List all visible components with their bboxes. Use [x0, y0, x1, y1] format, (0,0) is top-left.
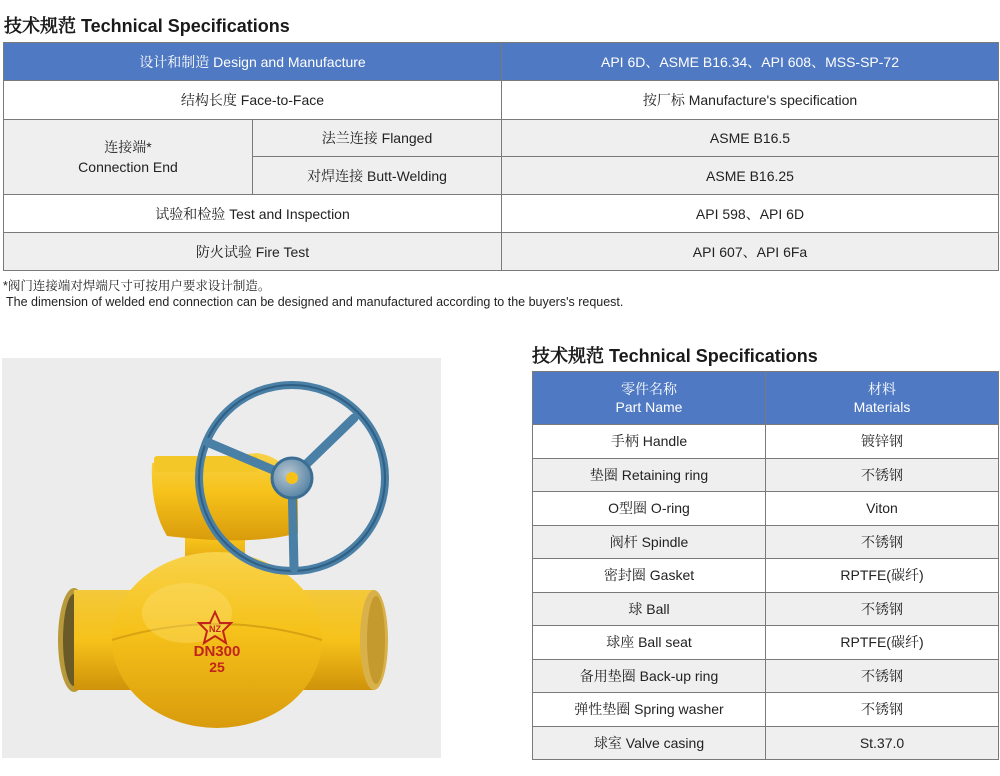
fire-test-value: API 607、API 6Fa: [502, 233, 999, 271]
table-row: [533, 693, 999, 727]
table-row: [4, 120, 999, 157]
table-row: [533, 592, 999, 626]
table-row: [4, 81, 999, 120]
part-name-cell: 阀杆 Spindle: [533, 525, 766, 559]
table-row: [533, 525, 999, 559]
section1-title: 技术规范 Technical Specifications: [4, 16, 290, 36]
material-cell: 镀锌钢: [766, 425, 999, 459]
materials-header-en: Materials: [853, 399, 911, 415]
table-row: [533, 659, 999, 693]
part-name-cell: 球 Ball: [533, 592, 766, 626]
material-cell: RPTFE(碳纤): [766, 559, 999, 593]
logo-text: NZ: [209, 624, 221, 634]
connection-end-label-cn: 连接端*: [104, 139, 152, 155]
material-cell: 不锈钢: [766, 525, 999, 559]
material-cell: Viton: [766, 492, 999, 526]
note-cn: *阀门连接端对焊端尺寸可按用户要求设计制造。: [3, 279, 271, 293]
fire-test-label: 防火试验 Fire Test: [4, 233, 502, 271]
part-name-cell: 球座 Ball seat: [533, 626, 766, 660]
table-row: [533, 458, 999, 492]
design-spec-table: [3, 42, 999, 271]
design-spec-header-row: [4, 43, 999, 81]
table-row: [4, 233, 999, 271]
flanged-value: ASME B16.5: [502, 120, 999, 157]
material-cell: RPTFE(碳纤): [766, 626, 999, 660]
connection-end-label-en: Connection End: [78, 159, 178, 175]
section2-title: 技术规范 Technical Specifications: [532, 346, 818, 366]
part-name-cell: 备用垫圈 Back-up ring: [533, 659, 766, 693]
note-en: The dimension of welded end connection can be designed and manufactured according to the buyers's request.: [6, 295, 624, 309]
material-cell: St.37.0: [766, 726, 999, 760]
part-name-cell: 球室 Valve casing: [533, 726, 766, 760]
table-row: [533, 559, 999, 593]
valve-body: [112, 552, 322, 728]
table-row: [533, 726, 999, 760]
materials-table: [532, 371, 999, 760]
part-name-cell: 手柄 Handle: [533, 425, 766, 459]
connection-end-label: [4, 120, 253, 195]
part-name-cell: 密封圈 Gasket: [533, 559, 766, 593]
part-name-cell: 弹性垫圈 Spring washer: [533, 693, 766, 727]
table-row: [533, 626, 999, 660]
pressure-marking: 25: [209, 659, 225, 675]
table-row: [4, 195, 999, 233]
part-name-header: [533, 372, 766, 425]
table-row: [533, 425, 999, 459]
material-cell: 不锈钢: [766, 458, 999, 492]
face-to-face-label: 结构长度 Face-to-Face: [4, 81, 502, 120]
test-inspection-value: API 598、API 6D: [502, 195, 999, 233]
part-name-cell: 垫圈 Retaining ring: [533, 458, 766, 492]
materials-header-row: [533, 372, 999, 425]
materials-header: [766, 372, 999, 425]
face-to-face-value: 按厂标 Manufacture's specification: [502, 81, 999, 120]
material-cell: 不锈钢: [766, 592, 999, 626]
test-inspection-label: 试验和检验 Test and Inspection: [4, 195, 502, 233]
ball-valve-photo: [2, 358, 441, 758]
part-name-cell: O型圈 O-ring: [533, 492, 766, 526]
table-row: [533, 492, 999, 526]
butt-welding-value: ASME B16.25: [502, 157, 999, 195]
size-marking: DN300: [193, 643, 241, 660]
flanged-label: 法兰连接 Flanged: [253, 120, 502, 157]
design-manufacture-value: API 6D、ASME B16.34、API 608、MSS-SP-72: [502, 43, 999, 81]
material-cell: 不锈钢: [766, 659, 999, 693]
design-manufacture-label: 设计和制造 Design and Manufacture: [4, 43, 502, 81]
butt-welding-label: 对焊连接 Butt-Welding: [253, 157, 502, 195]
part-name-header-en: Part Name: [615, 399, 683, 415]
materials-header-cn: 材料: [868, 381, 896, 397]
part-name-header-cn: 零件名称: [621, 381, 677, 397]
material-cell: 不锈钢: [766, 693, 999, 727]
